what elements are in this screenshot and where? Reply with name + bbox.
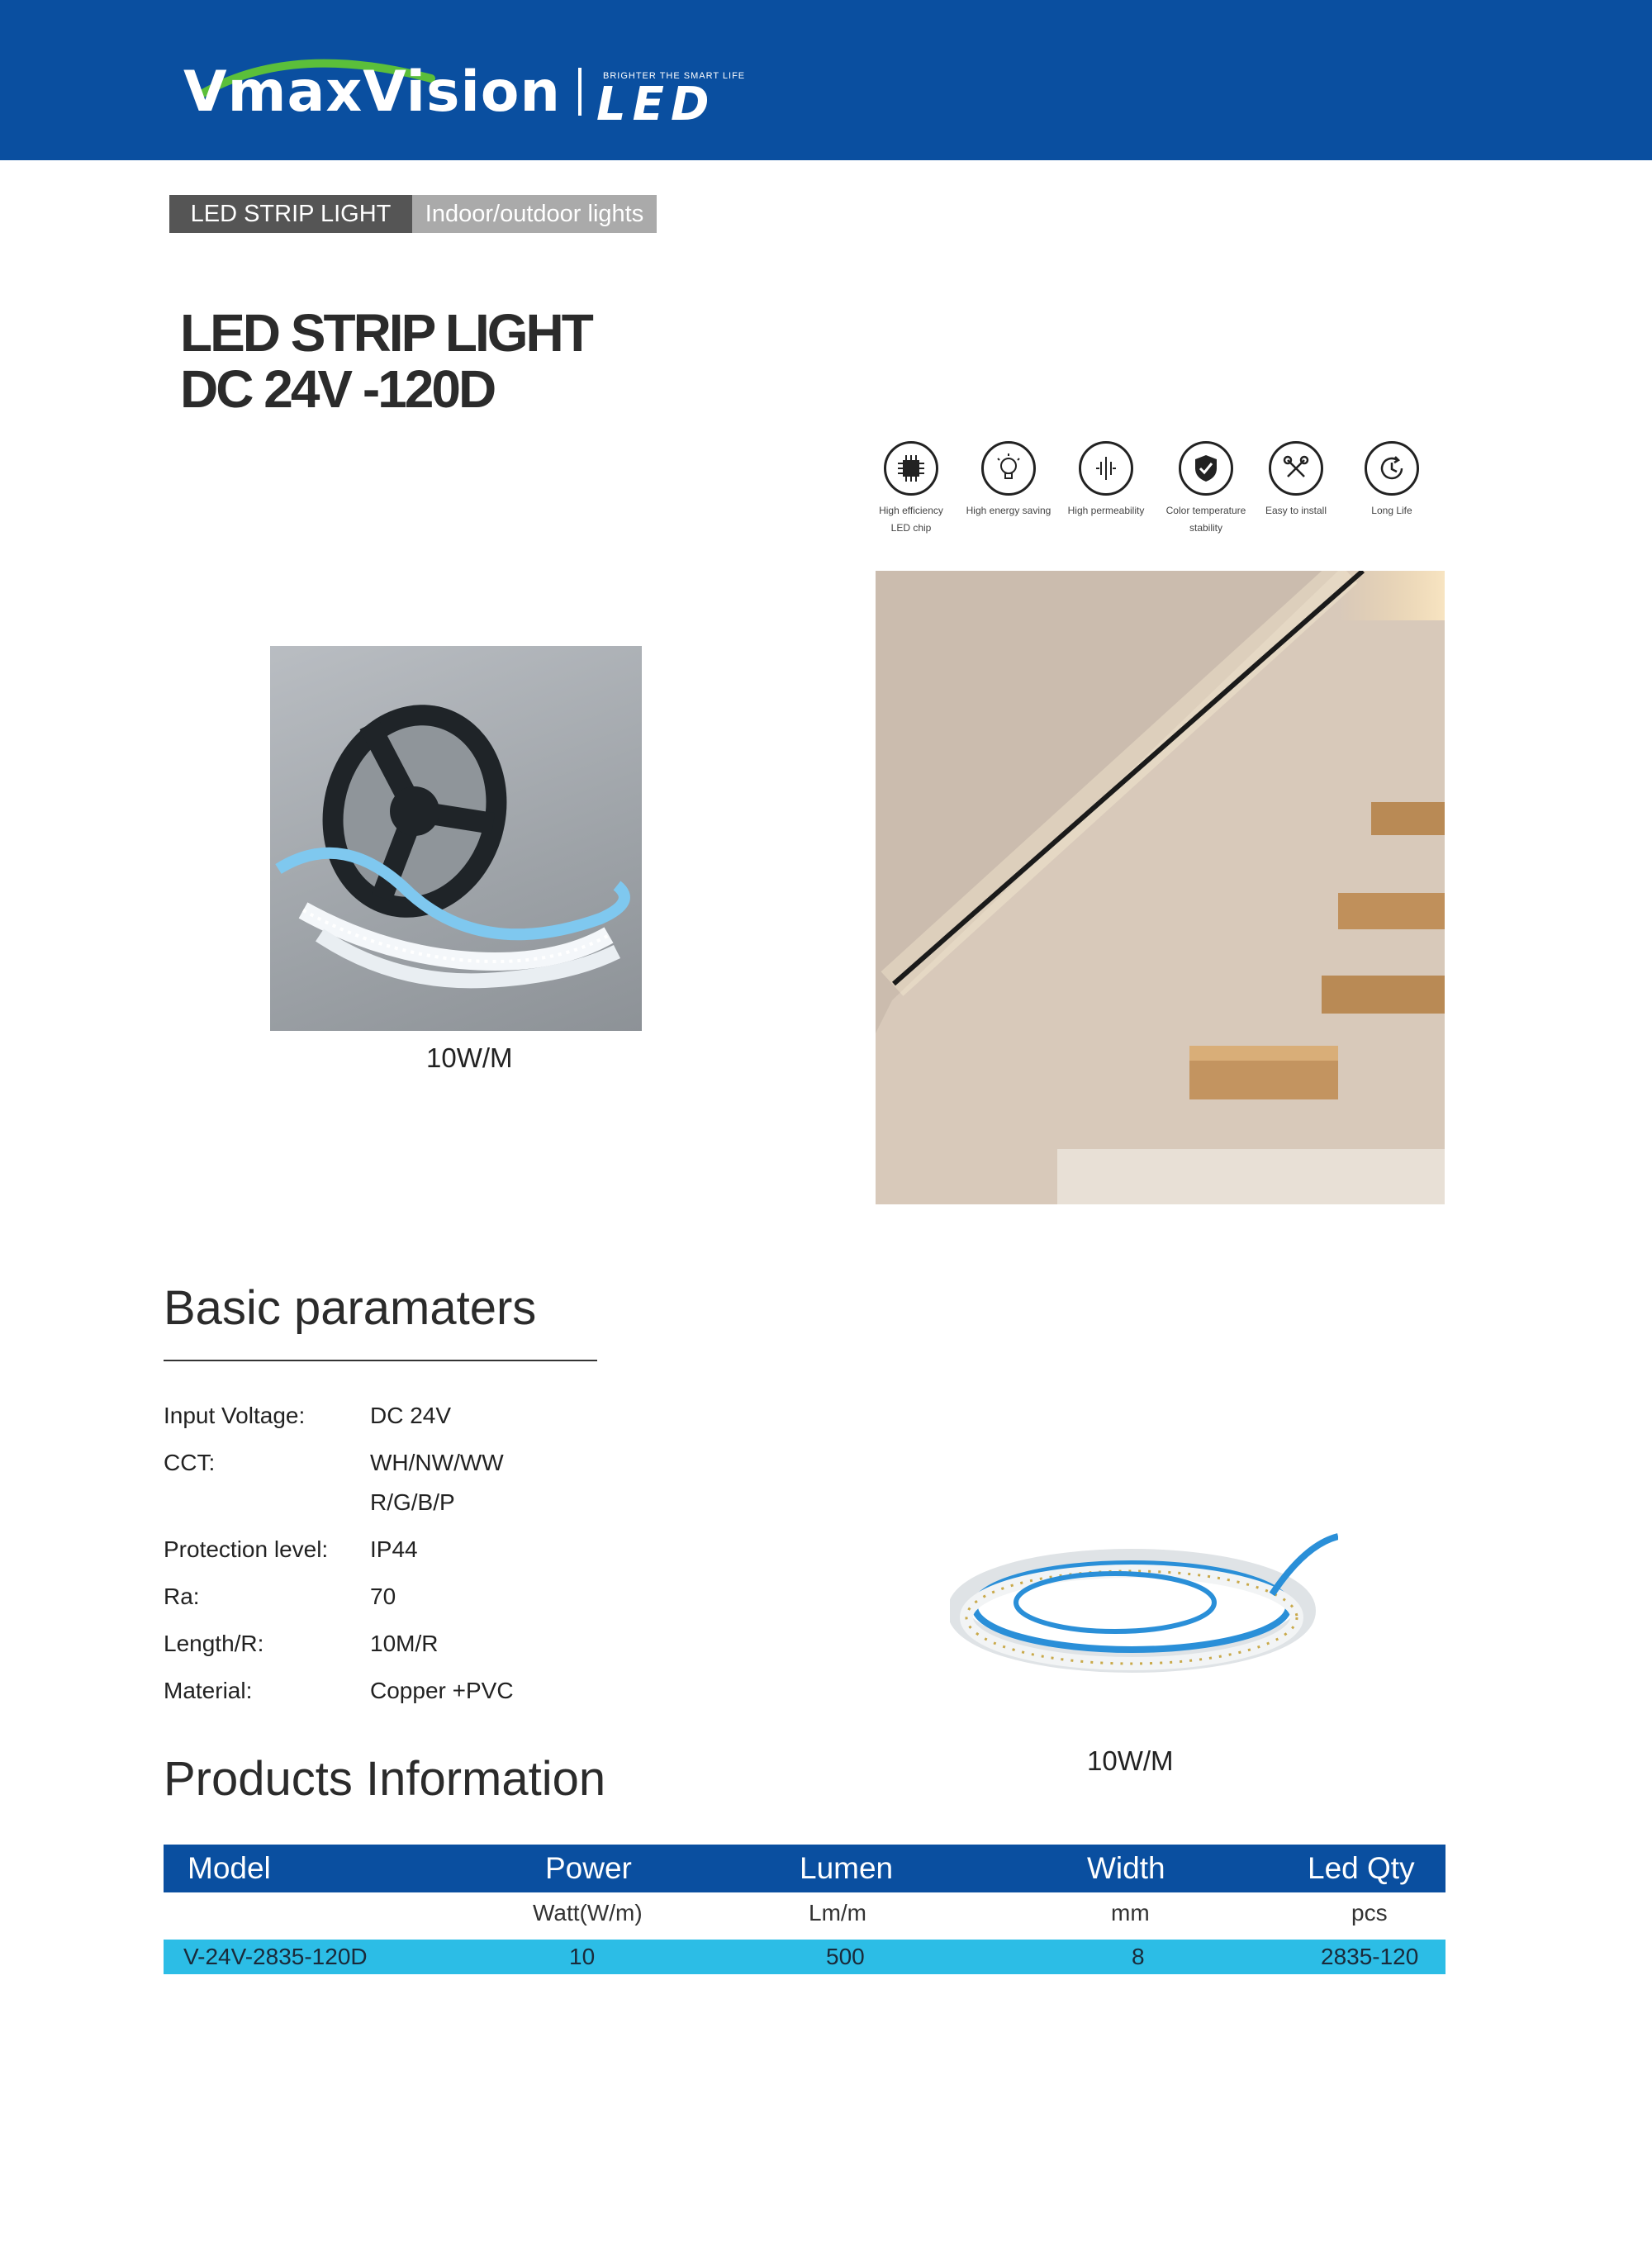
unit-width: mm bbox=[1111, 1900, 1150, 1925]
usage-tag: Indoor/outdoor lights bbox=[412, 195, 657, 233]
brand-tagline: BRIGHTER THE SMART LIFE bbox=[603, 71, 746, 81]
unit-lumen: Lm/m bbox=[809, 1900, 866, 1925]
param-label: Ra: bbox=[164, 1584, 200, 1609]
cell-width: 8 bbox=[1132, 1944, 1145, 1969]
led-coil-image bbox=[950, 1512, 1338, 1677]
unit-led-qty: pcs bbox=[1351, 1900, 1388, 1925]
column-header-led-qty: Led Qty bbox=[1308, 1851, 1415, 1885]
product-subtitle: DC 24V -120D bbox=[180, 359, 495, 419]
feature-label: Long Life bbox=[1371, 505, 1412, 516]
feature-long-life bbox=[1330, 441, 1454, 520]
param-label: Input Voltage: bbox=[164, 1403, 306, 1428]
param-label: Protection level: bbox=[164, 1536, 329, 1562]
param-value: IP44 bbox=[370, 1536, 418, 1562]
param-value-secondary: R/G/B/P bbox=[370, 1489, 455, 1515]
column-header-width: Width bbox=[1087, 1851, 1165, 1885]
cell-power: 10 bbox=[569, 1944, 596, 1969]
param-label: CCT: bbox=[164, 1450, 216, 1475]
param-label: Length/R: bbox=[164, 1631, 264, 1656]
coil-caption: 10W/M bbox=[1087, 1745, 1174, 1776]
param-value: DC 24V bbox=[370, 1403, 452, 1428]
cell-led-qty: 2835-120 bbox=[1321, 1944, 1419, 1969]
reel-caption: 10W/M bbox=[426, 1042, 513, 1073]
feature-label: Color temperature stability bbox=[1165, 505, 1246, 534]
clock-icon bbox=[1365, 441, 1419, 496]
column-header-model: Model bbox=[188, 1851, 271, 1885]
column-header-lumen: Lumen bbox=[800, 1851, 894, 1885]
cell-model: V-24V-2835-120D bbox=[183, 1944, 368, 1969]
section-divider bbox=[164, 1360, 597, 1361]
param-value: Copper +PVC bbox=[370, 1678, 514, 1703]
unit-power: Watt(W/m) bbox=[533, 1900, 643, 1925]
param-value: WH/NW/WW bbox=[370, 1450, 504, 1475]
cell-lumen: 500 bbox=[826, 1944, 865, 1969]
param-label: Material: bbox=[164, 1678, 253, 1703]
feature-label: High energy saving bbox=[966, 505, 1051, 516]
led-reel-image bbox=[270, 646, 642, 1031]
basic-parameters-title: Basic paramaters bbox=[164, 1281, 537, 1335]
param-value: 70 bbox=[370, 1584, 396, 1609]
feature-label: High permeability bbox=[1067, 505, 1145, 516]
chip-icon bbox=[884, 441, 938, 496]
brand-led: LED bbox=[596, 78, 716, 131]
logo-separator bbox=[578, 68, 582, 116]
shield-check-icon bbox=[1179, 441, 1233, 496]
bulb-icon bbox=[981, 441, 1036, 496]
brand-logo: VmaxVision bbox=[183, 59, 561, 125]
products-information-title: Products Information bbox=[164, 1752, 606, 1806]
permeability-icon bbox=[1079, 441, 1133, 496]
staircase-application-image bbox=[876, 571, 1445, 1204]
feature-label: Easy to install bbox=[1265, 505, 1327, 516]
tools-icon bbox=[1269, 441, 1323, 496]
category-tag: LED STRIP LIGHT bbox=[169, 195, 412, 233]
feature-label: High efficiency LED chip bbox=[879, 505, 943, 534]
column-header-power: Power bbox=[545, 1851, 632, 1885]
param-value: 10M/R bbox=[370, 1631, 439, 1656]
product-title: LED STRIP LIGHT bbox=[180, 303, 591, 363]
